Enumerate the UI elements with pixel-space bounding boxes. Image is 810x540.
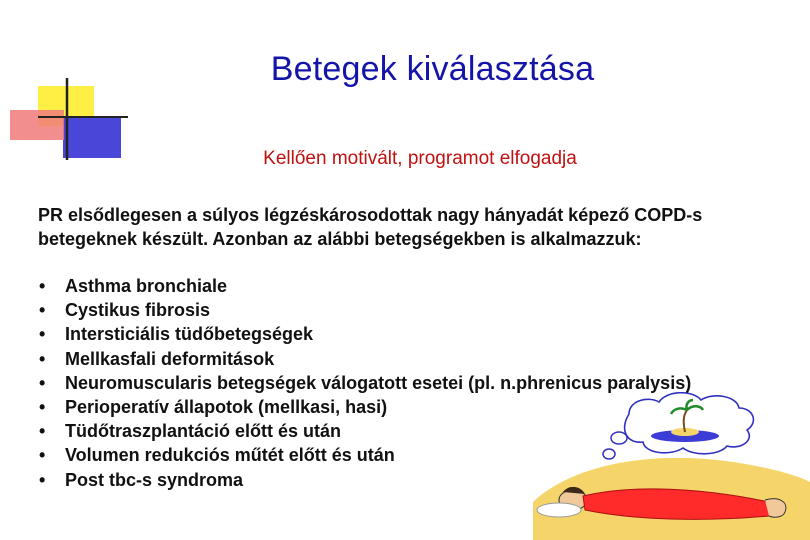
bullet-icon: • [39, 324, 46, 345]
bullet-icon: • [39, 445, 46, 466]
bullet-icon: • [39, 421, 46, 442]
intro-paragraph: PR elsődlegesen a súlyos légzéskárosodottak nagy hányadát képező COPD-s betegeknek készült. Azonban az alábbi betegségekben is alkalmazzuk: [38, 205, 703, 249]
list-item-text: Mellkasfali deformitások [65, 348, 275, 369]
bullet-icon: • [39, 300, 46, 321]
bullet-icon: • [39, 469, 46, 490]
bullet-icon: • [39, 372, 46, 393]
list-item-text: Intersticiális tüdőbetegségek [65, 324, 314, 345]
slide-subtitle: Kellően motivált, programot elfogadja [263, 148, 577, 169]
slide-title: Betegek kiválasztása [270, 50, 595, 88]
list-item-text: Volumen redukciós műtét előtt és után [65, 445, 395, 466]
list-item [38, 298, 691, 322]
list-item [38, 322, 691, 346]
list-item-text: Cystikus fibrosis [65, 300, 211, 321]
list-item-text: Post tbc-s syndroma [65, 469, 244, 490]
corner-squares-icon [0, 0, 130, 165]
list-item-text: Perioperatív állapotok (mellkasi, hasi) [65, 397, 388, 418]
bullet-icon: • [39, 276, 46, 296]
list-item [38, 274, 691, 298]
list-item [38, 347, 691, 371]
bullet-icon: • [39, 397, 46, 418]
bullet-icon: • [39, 348, 46, 369]
list-item-text: Neuromuscularis betegségek válogatott esetei (pl. n.phrenicus paralysis) [65, 372, 692, 393]
list-item-text: Asthma bronchiale [65, 276, 228, 296]
list-item-text: Tüdőtraszplantáció előtt és után [65, 421, 342, 442]
dreaming-sleeper-icon [533, 392, 810, 540]
